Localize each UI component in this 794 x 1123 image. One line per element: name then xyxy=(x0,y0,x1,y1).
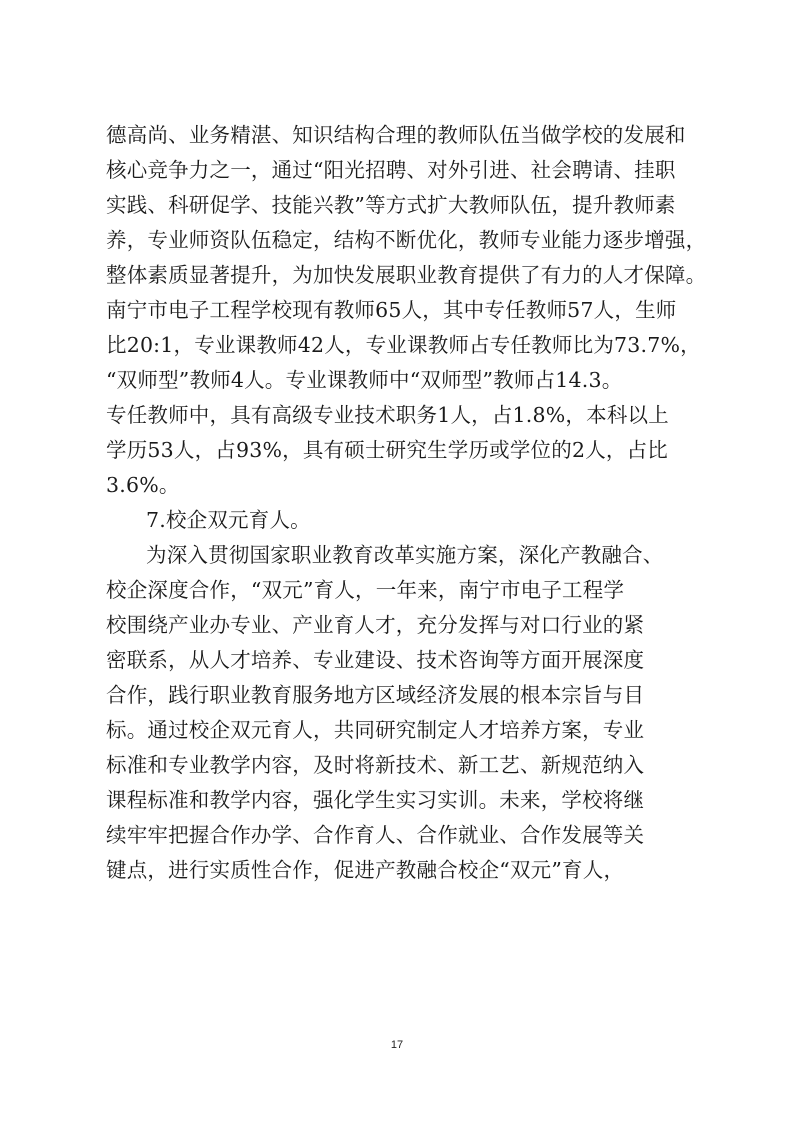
text-line: 实践、科研促学、技能兴教”等方式扩大教师队伍，提升教师素 xyxy=(106,193,676,217)
text-line: 整体素质显著提升，为加快发展职业教育提供了有力的人才保障。 xyxy=(106,263,707,287)
text-line: 标准和专业教学内容，及时将新技术、新工艺、新规范纳入 xyxy=(106,753,645,777)
text-line: “双师型”教师4人。专业课教师中“双师型”教师占14.3。 xyxy=(106,368,623,392)
text-line: 为深入贯彻国家职业教育改革实施方案，深化产教融合、 xyxy=(146,543,664,567)
text-line: 南宁市电子工程学校现有教师65人，其中专任教师57人，生师 xyxy=(106,298,677,322)
body-text xyxy=(106,118,706,888)
text-line: 3.6%。 xyxy=(106,473,180,497)
section-heading: 7.校企双元育人。 xyxy=(146,508,311,532)
text-line: 校围绕产业办专业、产业育人才，充分发挥与对口行业的紧 xyxy=(106,613,645,637)
text-line: 密联系，从人才培养、专业建设、技术咨询等方面开展深度 xyxy=(106,648,645,672)
page-number: 17 xyxy=(390,1039,404,1051)
text-line: 校企深度合作，“双元”育人，一年来，南宁市电子工程学 xyxy=(106,578,625,602)
text-line: 核心竞争力之一，通过“阳光招聘、对外引进、社会聘请、挂职 xyxy=(106,158,676,182)
text-line: 养，专业师资队伍稳定，结构不断优化，教师专业能力逐步增强， xyxy=(106,228,707,252)
text-line: 学历53人，占93%，具有硕士研究生学历或学位的2人，占比 xyxy=(106,438,668,462)
text-line: 专任教师中，具有高级专业技术职务1人，占1.8%，本科以上 xyxy=(106,403,669,427)
text-line: 标。通过校企双元育人，共同研究制定人才培养方案，专业 xyxy=(106,718,645,742)
text-line: 键点，进行实质性合作，促进产教融合校企“双元”育人， xyxy=(106,858,625,882)
text-line: 合作，践行职业教育服务地方区域经济发展的根本宗旨与目 xyxy=(106,683,645,707)
text-line: 德高尚、业务精湛、知识结构合理的教师队伍当做学校的发展和 xyxy=(106,123,686,147)
text-line: 课程标准和教学内容，强化学生实习实训。未来，学校将继 xyxy=(106,788,645,812)
text-line: 比20:1，专业课教师42人，专业课教师占专任教师比为73.7%， xyxy=(106,333,701,357)
text-line: 续牢牢把握合作办学、合作育人、合作就业、合作发展等关 xyxy=(106,823,645,847)
